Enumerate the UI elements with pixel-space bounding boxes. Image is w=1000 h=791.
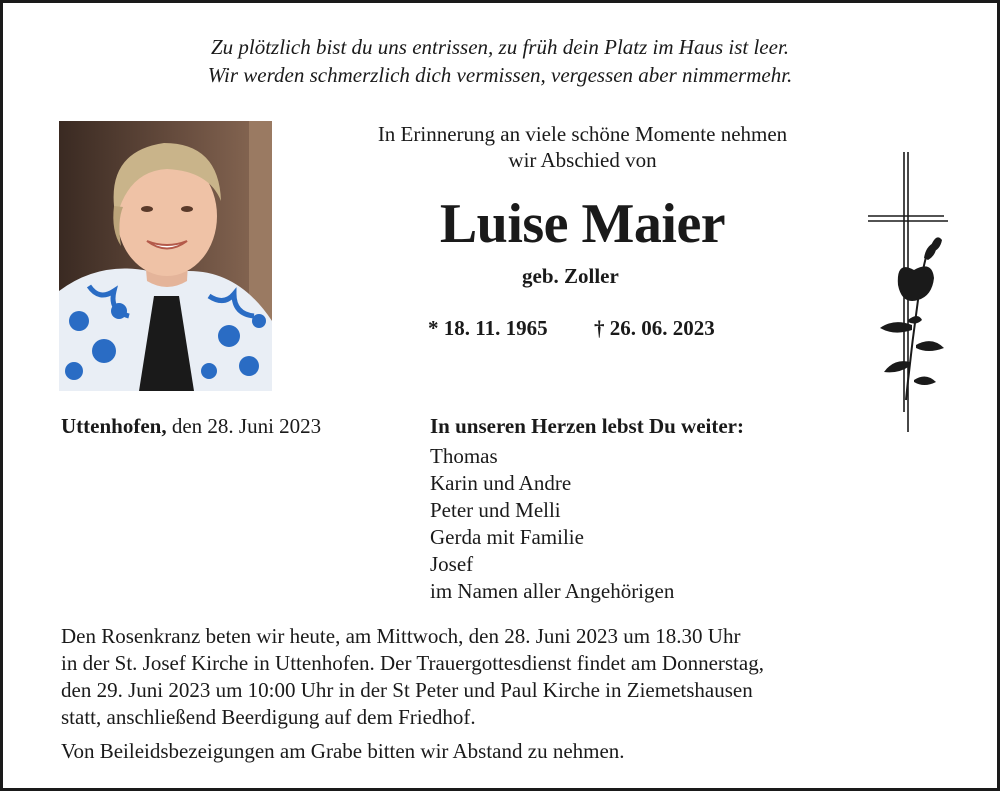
service-line-1: Den Rosenkranz beten wir heute, am Mittwoch, den 28. Juni 2023 um 18.30 Uhr [61,624,741,648]
mourner: Thomas [430,444,498,468]
mourner: Karin und Andre [430,471,572,495]
poem-line-2: Wir werden schmerzlich dich vermissen, vergessen aber nimmermehr. [207,63,793,87]
death-date: † 26. 06. 2023 [594,316,715,340]
poem-line-1: Zu plötzlich bist du uns entrissen, zu früh dein Platz im Haus ist leer. [210,35,790,59]
mourner: Peter und Melli [430,498,561,522]
mourner: Gerda mit Familie [430,525,584,549]
intro-line-1: In Erinnerung an viele schöne Momente nehmen [377,122,788,146]
mourners-list [430,443,674,605]
intro-line-2: wir Abschied von [508,148,657,172]
mourner: Josef [430,552,474,576]
place-date [61,414,321,439]
deceased-name: Luise Maier [439,193,726,255]
mourners-heading: In unseren Herzen lebst Du weiter: [430,414,744,438]
service-line-3: den 29. Juni 2023 um 10:00 Uhr in der St Peter und Paul Kirche in Ziemetshausen [61,678,753,702]
birth-date: * 18. 11. 1965 [428,316,548,340]
condolence-note: Von Beileidsbezeigungen am Grabe bitten wir Abstand zu nehmen. [61,739,625,763]
mourner: im Namen aller Angehörigen [430,579,675,603]
cross-with-rose-icon [866,150,950,432]
portrait-photo [59,121,272,391]
service-line-4: statt, anschließend Beerdigung auf dem Friedhof. [61,705,476,729]
place: Uttenhofen, [61,414,167,438]
service-line-2: in der St. Josef Kirche in Uttenhofen. Der Trauergottesdienst findet am Donnerstag, [61,651,764,675]
date: den 28. Juni 2023 [166,414,322,438]
birth-name: geb. Zoller [522,264,619,288]
